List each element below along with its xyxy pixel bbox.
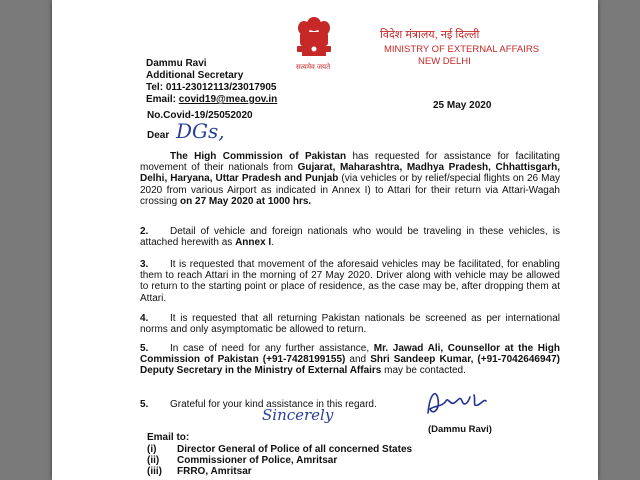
p4-text-a: It is requested that all returning Pakistan nationals be screened as per international norms and only asymptomatic be allowed to return. [140, 313, 560, 336]
ministry-english: MINISTRY OF EXTERNAL AFFAIRS [384, 44, 540, 55]
signature-icon [422, 383, 494, 423]
p4-number: 4. [140, 313, 149, 324]
letter-page [52, 0, 598, 480]
sender-tel: Tel: 011-23012113/23017905 [146, 82, 277, 93]
p3-text-a: It is requested that movement of the aforesaid vehicles may be facilitated, for enabling them to reach Attari in the morning of 27 May 2020. Driver along with vehicle may be allowed to return to the starting point or place of residence, as the case may be, after dropping them at Attari. [140, 259, 560, 304]
signature-name: (Dammu Ravi) [428, 424, 492, 435]
ministry-hindi: विदेश मंत्रालय, नई दिल्ली [380, 29, 480, 41]
p1-bold-e: on 27 May 2020 at 1000 hrs. [180, 195, 312, 207]
reference-prefix: No. [147, 110, 164, 121]
salutation-handwritten: DGs, [176, 119, 225, 143]
p1-text-d: (via vehicles or by relief/special flights on 26 May 2020 from various Airport as indicated in Annex I) to Attari for their return via Attari-Wagah crossing [140, 173, 561, 207]
signature-image [422, 383, 494, 423]
recipient-1-num: (i) [147, 444, 157, 455]
letter-date: 25 May 2020 [433, 100, 492, 111]
p3-number: 3. [140, 259, 149, 270]
sender-email-link[interactable]: covid19@mea.gov.in [178, 94, 278, 105]
sender-designation: Additional Secretary [146, 70, 244, 81]
state-emblem [292, 14, 336, 64]
sender-email-row [146, 94, 277, 105]
paragraph-5 [140, 343, 560, 377]
p5-text-e: may be contacted. [381, 365, 466, 377]
paragraph-4 [140, 313, 560, 335]
p1-bold-c: Gujarat, Maharashtra, Madhya Pradesh, Chhattisgarh, Delhi, Haryana, Uttar Pradesh and Punjab [140, 162, 560, 185]
recipient-2-text: Commissioner of Police, Amritsar [177, 455, 338, 466]
recipient-1-text: Director General of Police of all concerned States [177, 444, 413, 455]
recipient-2-num: (ii) [147, 455, 160, 466]
salutation: Dear [147, 130, 170, 141]
p2-number: 2. [140, 226, 149, 237]
p1-text-b: has requested for assistance for facilitating movement of their nationals from [140, 151, 560, 174]
lion-capital-icon [292, 14, 336, 64]
paragraph-1 [140, 151, 560, 207]
p2-text-c: . [271, 237, 274, 249]
p5-number: 5. [140, 343, 149, 354]
p1-bold-a: The High Commission of Pakistan [170, 151, 347, 162]
paragraph-2 [140, 226, 560, 248]
ministry-city: NEW DELHI [418, 56, 471, 67]
closing-handwritten: Sincerely [262, 406, 334, 424]
sender-name: Dammu Ravi [146, 58, 207, 69]
p5-bold-b: Mr. Jawad Ali, Counsellor at the High Commission of Pakistan (+91-7428199155) [140, 343, 560, 366]
p6-number: 5. [140, 399, 149, 410]
p6-text-a: Grateful for your kind assistance in this regard. [170, 399, 377, 410]
p5-text-c: and [345, 354, 371, 366]
emblem-motto: सत्यमेव जयते [296, 64, 331, 71]
recipient-3-num: (iii) [147, 466, 162, 477]
p5-text-a: In case of need for any further assistance, [170, 343, 374, 354]
paragraph-3 [140, 259, 560, 304]
sender-email-label: Email: [146, 94, 177, 105]
p2-bold-b: Annex I [235, 237, 272, 249]
recipient-3-text: FRRO, Amritsar [177, 466, 252, 477]
reference-value: Covid-19/25052020 [163, 110, 253, 121]
p5-bold-d: Shri Sandeep Kumar, (+91-7042646947) Deputy Secretary in the Ministry of External Affairs [140, 354, 560, 377]
paragraph-6 [140, 399, 560, 410]
email-to-heading: Email to: [147, 432, 190, 443]
p2-text-a: Detail of vehicle and foreign nationals who would be traveling in these vehicles, is attached herewith as [140, 226, 560, 249]
